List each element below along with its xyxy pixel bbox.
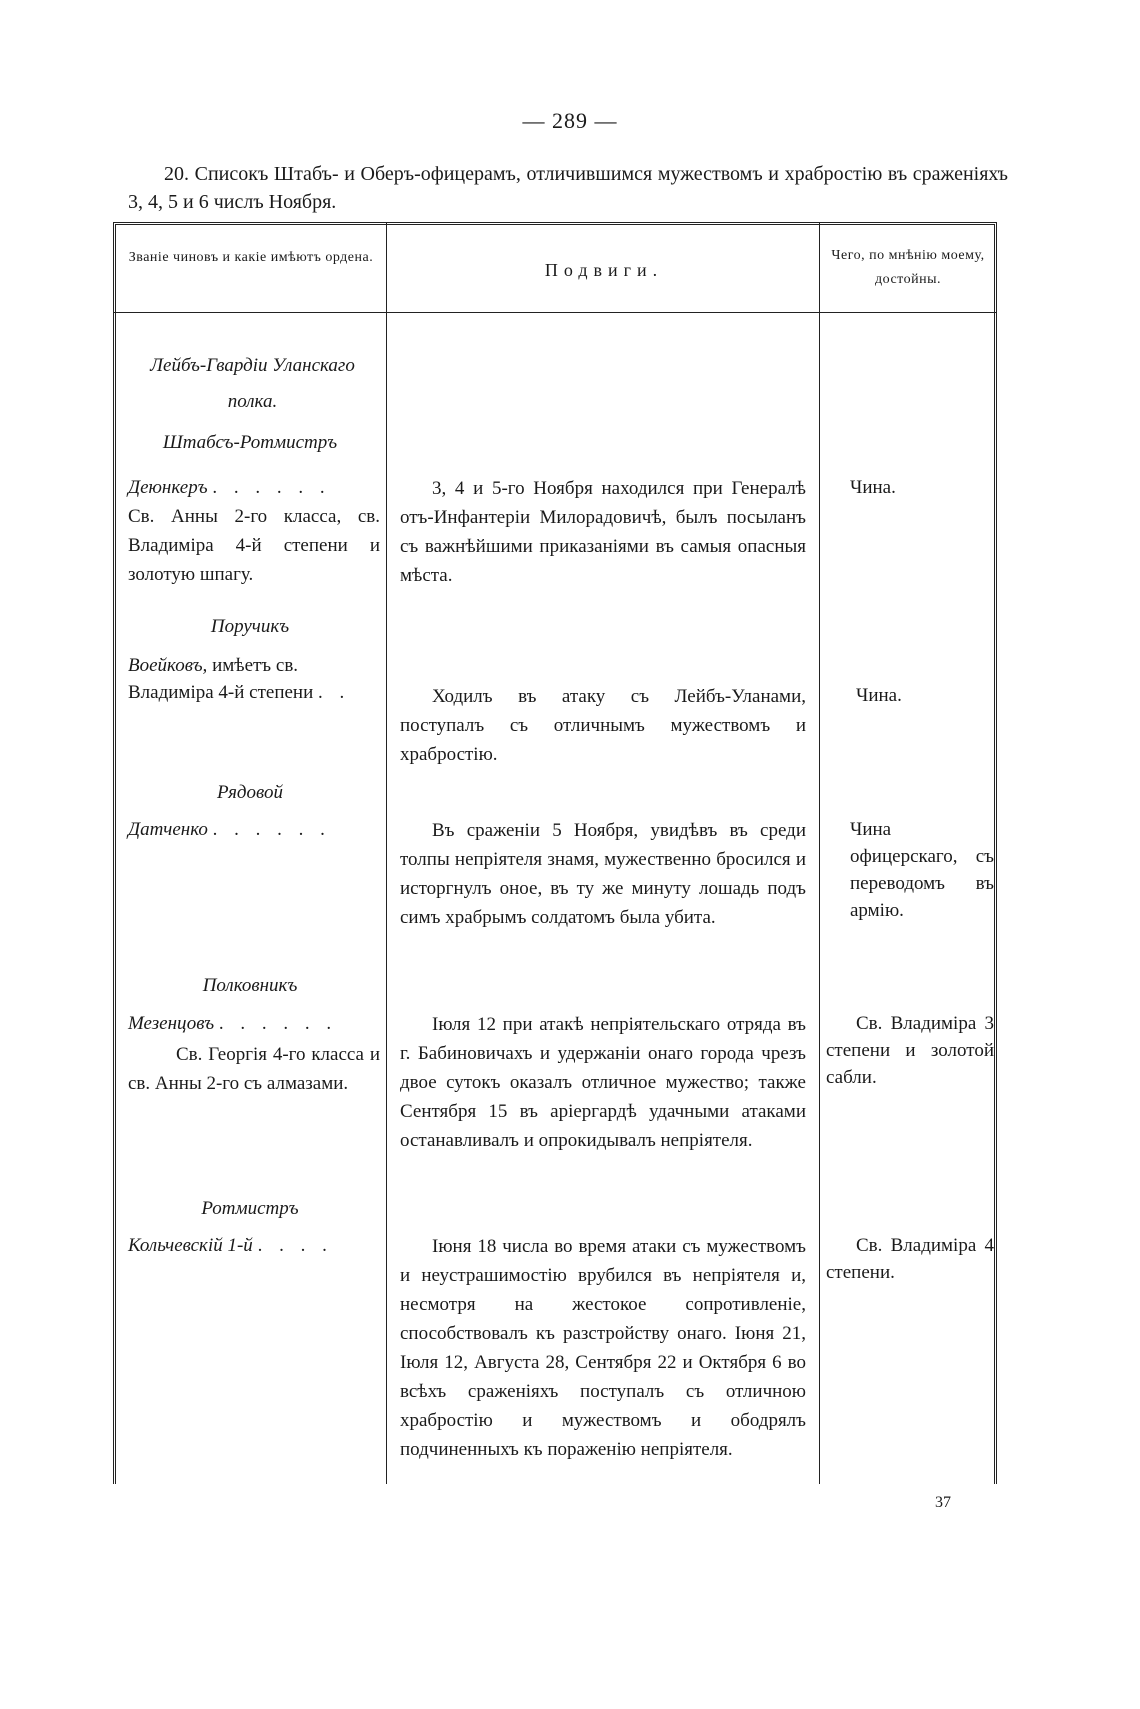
entry-deed: Іюня 18 числа во время атаки съ мужествомъ и неустрашимостію врубился въ непріятеля и, несмотря на жестокое сопротивленіе, способствовалъ къ разстройству онаго. Іюня 21, Іюля 12, Августа 28, Сентября 22 и Октября 6 во всѣхъ сраженіяхъ поступалъ съ отличною храбростію и мужествомъ и ободрялъ подчиненныхъ къ пораженію непріятеля. (400, 1236, 806, 1460)
column-header-deeds: Подвиги. (544, 260, 664, 280)
entry-name-text: Воейковъ, (128, 655, 208, 676)
entry-orders: имѣетъ св. Владиміра 4-й степени (128, 655, 314, 703)
leader-dots: . . (318, 682, 351, 703)
entry-name (128, 474, 380, 501)
entry-reward: Чина. (856, 685, 902, 706)
entry-rank: Рядовой (216, 782, 284, 803)
entry-name (128, 816, 380, 843)
list-title: 20. Списокъ Штабъ- и Оберъ-офицерамъ, отличившимся мужествомъ и храбростію въ сраженіяхъ 3, 4, 5 и 6 числъ Ноября. (128, 163, 1008, 213)
entry-deed: Въ сраженіи 5 Ноября, увидѣвъ въ среди толпы непріятеля знамя, мужественно бросился и исторгнулъ оное, въ ту же минуту лошадь подъ симъ храбрымъ солдатомъ была убита. (400, 820, 806, 928)
entry-reward: Чина. (850, 477, 896, 498)
page-number: — 289 — (522, 108, 618, 133)
entry-reward: Св. Владиміра 4 степени. (826, 1235, 994, 1283)
entry-reward: Чина офицерскаго, съ переводомъ въ армію. (850, 819, 994, 921)
entry-reward: Св. Владиміра 3 степени и золотой сабли. (826, 1013, 994, 1088)
leader-dots: . . . . . . (218, 1013, 338, 1034)
entry-name-text: Кольчевскій 1-й (128, 1235, 253, 1256)
entry-name-text: Датченко (128, 819, 208, 840)
signature-number: 37 (935, 1494, 951, 1511)
leader-dots: . . . . . . (212, 477, 331, 498)
entry-name-text: Мезенцовъ (128, 1013, 215, 1034)
column-header-rewards: Чего, по мнѣнію моему, достойны. (831, 248, 985, 287)
entry-rank: Ротмистръ (201, 1198, 299, 1219)
header-divider (113, 312, 997, 313)
entry-deed: 3, 4 и 5-го Ноября находился при Генералѣ отъ-Инфантеріи Милорадовичѣ, былъ посыланъ съ важнѣйшими приказаніями въ самыя опасныя мѣста. (400, 478, 806, 586)
column-divider (386, 222, 387, 1484)
entry-orders: Св. Георгія 4-го класса и св. Анны 2-го съ алмазами. (128, 1044, 380, 1094)
entry-name (128, 652, 380, 706)
entry-orders: Св. Анны 2-го класса, св. Владиміра 4-й степени и золотую шпагу. (128, 506, 380, 585)
entry-deed: Іюля 12 при атакѣ непріятельскаго отряда въ г. Бабиновичахъ и удержаніи онаго города чрезъ двое сутокъ оказалъ отличное мужество; также Сентября 15 въ аріергардѣ удачными атаками останавливалъ и опрокидывалъ непріятеля. (400, 1014, 806, 1151)
column-header-ranks: Званіе чиновъ и какіе имѣютъ ордена. (128, 250, 374, 265)
entry-deed: Ходилъ въ атаку съ Лейбъ-Уланами, поступалъ съ отличнымъ мужествомъ и храбростію. (400, 686, 806, 765)
leader-dots: . . . . (257, 1235, 333, 1256)
entry-rank: Поручикъ (210, 616, 290, 637)
entry-name (128, 1010, 380, 1037)
entry-rank: Полковникъ (202, 975, 298, 996)
entry-name-text: Деюнкеръ (128, 477, 208, 498)
leader-dots: . . . . . . (212, 819, 331, 840)
entry-rank: Штабсъ-Ротмистръ (162, 432, 338, 453)
column-divider (819, 222, 820, 1484)
entry-name (128, 1232, 380, 1259)
regiment-heading: Лейбъ-Гвардіи Уланскаго полка. (150, 355, 355, 412)
